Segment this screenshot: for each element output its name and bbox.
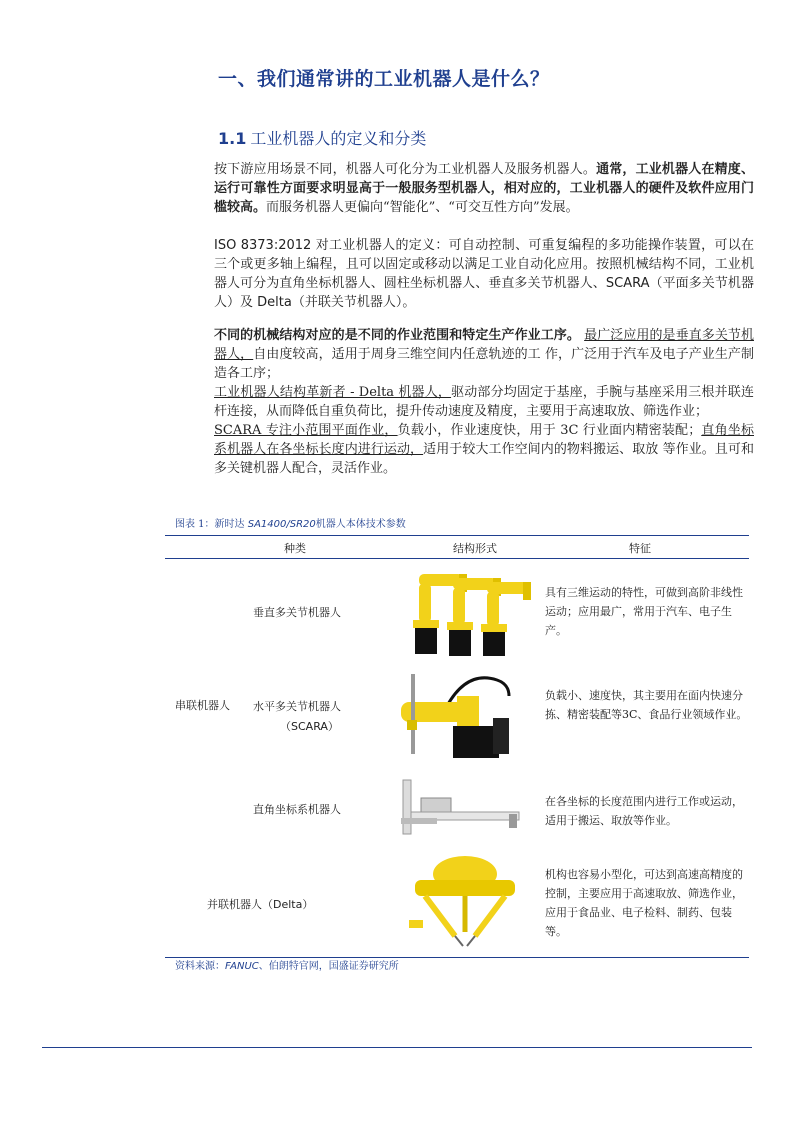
p2-text-f: （并联关节机器人）。 [291, 295, 416, 310]
section-title: 工业机器人的定义和分类 [250, 129, 427, 148]
table-caption [175, 515, 406, 530]
p3-text-c: 自由度较高，适用于周身三维空间内任意轨迹的工 作，广泛用于汽车及电子产业生产制造各工序； [214, 347, 754, 381]
header-structure: 结构形式 [453, 542, 497, 555]
caption-prefix: 图表 1： [175, 519, 215, 530]
vertical-articulated-robot-image [405, 562, 533, 658]
row-type-delta: 并联机器人（Delta） [207, 898, 314, 911]
p3-bold-lead: 不同的机械结构对应的是不同的作业范围和特定生产作业工序。 [214, 328, 580, 343]
caption-label: 新时达 [214, 519, 248, 530]
p3-text-e: 驱动部分均固定于基座，手腕与基座采用三根并联连杆连接，从而降低自重负荷比，提升传动速度及精度，主要用于高速取放、筛选作业； [214, 385, 754, 419]
row-type-vertical: 垂直多关节机器人 [253, 606, 341, 619]
paragraph-iso-definition [214, 236, 754, 312]
table-header [165, 536, 749, 559]
p2-scara: SCARA [605, 276, 650, 291]
p2-delta: Delta [257, 295, 292, 310]
p3-underline-delta: 工业机器人结构革新者 - Delta 机器人， [214, 385, 452, 400]
row-type-cartesian: 直角坐标系机器人 [253, 803, 341, 816]
paragraph-classification [214, 160, 754, 217]
caption-suffix: 机器人本体技术参数 [315, 519, 406, 530]
p1-text-a: 按下游应用场景不同，机器人可化分为工业机器人及服务机器人。 [214, 162, 597, 177]
p3-underline-vertical: 最广泛应用的是垂直多关节机器人， [214, 328, 754, 362]
row-feature-cartesian: 在各坐标的长度范围内进行工作或运动，适用于搬运、取放等作业。 [545, 795, 743, 827]
row-type-scara-note: （SCARA） [280, 720, 339, 733]
p3-text-g: 负载小，作业速度快，用于 3C 行业面内精密装配； [397, 423, 702, 438]
source-prefix: 资料来源： [175, 961, 225, 972]
scara-robot-image [397, 666, 527, 764]
header-type: 种类 [284, 542, 306, 555]
source-brand: FANUC [225, 961, 259, 972]
robot-arm-3 [481, 582, 531, 656]
robot-types-table [165, 535, 749, 958]
p3-underline-scara: SCARA 专注小范围平面作业， [214, 423, 398, 438]
row-feature-scara: 负载小、速度快，其主要用在面内快速分拣、精密装配等3C、食品行业领域作业。 [545, 689, 748, 721]
delta-robot-image [405, 852, 525, 952]
p2-text-b: 对工业机器人的定义：可自动控制、可重复编程的多功能操作装置，可以在三个或更多轴上编程，且可以固定或移动以满足工业自动化应用。按照机械结构不同，工业机器人可分为直角坐标机器人、圆柱坐标机器人、垂直多关节机器人、 [214, 238, 754, 291]
p1-text-c: 而服务机器人更偏向“智能化”、“可交互性方向”发展。 [266, 200, 579, 215]
p3-text-i: 适用于较大工作空间内的物料搬运、取放 等作业。且可和多关键机器人配合，灵活作业。 [214, 442, 754, 476]
caption-model: SA1400/SR20 [247, 519, 316, 530]
row-type-scara: 水平多关节机器人 [253, 700, 341, 713]
group-serial-robot: 串联机器人 [175, 699, 230, 712]
row-feature-vertical: 具有三维运动的特性，可做到高阶非线性运动；应用最广，常用于汽车、电子生产。 [545, 586, 743, 637]
p3-underline-cartesian: 直角坐标系机器人在各坐标长度内进行运动， [214, 423, 754, 457]
p2-standard: ISO 8373:2012 [214, 238, 312, 253]
p1-bold-text: 通常，工业机器人在精度、运行可靠性方面要求明显高于一般服务型机器人，相对应的，工业机器人的硬件及软件应用门槛较高。 [214, 162, 754, 215]
paragraph-structure-types [214, 326, 754, 478]
section-number: 1.1 [218, 129, 247, 148]
row-feature-delta: 机构也容易小型化，可达到高速高精度的控制，主要应用于高速取放、筛选作业，应用于食品业、电子检料、制药、包装等。 [545, 868, 743, 938]
section-heading [218, 126, 758, 149]
p2-text-d: （平面多关节机器人）及 [214, 276, 754, 310]
source-rest: 、伯朗特官网，国盛证券研究所 [258, 961, 399, 972]
footer-divider [42, 1047, 752, 1048]
header-feature: 特征 [629, 542, 651, 555]
cartesian-robot-image [397, 776, 522, 838]
source-note [175, 957, 399, 972]
page-heading: 一、我们通常讲的工业机器人是什么？ [218, 68, 550, 90]
